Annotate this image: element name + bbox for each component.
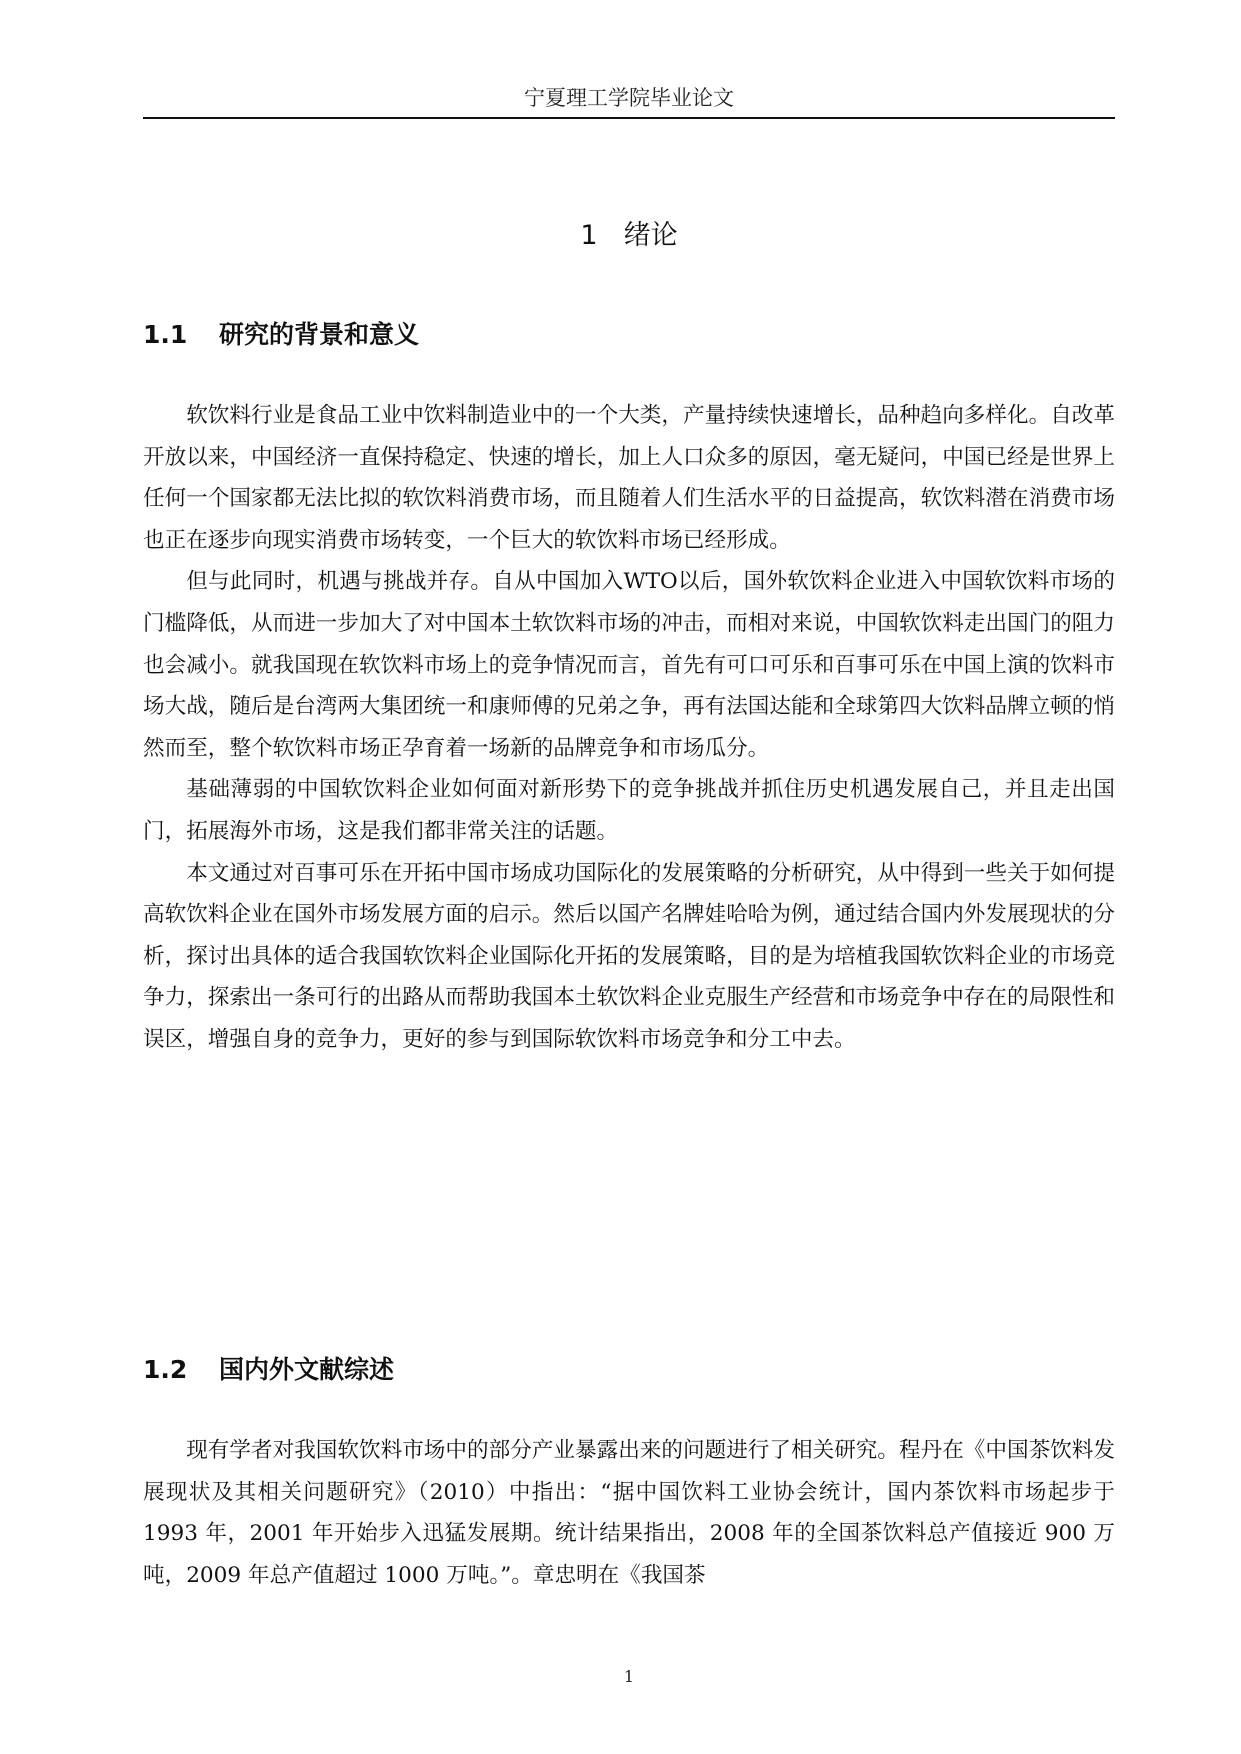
section-title: 国内外文献综述: [219, 1355, 395, 1384]
section-heading-1-1: [143, 315, 1115, 355]
header-rule: [143, 117, 1115, 119]
body-paragraph: 基础薄弱的中国软饮料企业如何面对新形势下的竞争挑战并抓住历史机遇发展自己，并且走出国门，拓展海外市场，这是我们都非常关注的话题。: [143, 777, 1115, 844]
body-paragraph: 但与此同时，机遇与挑战并存。自从中国加入WTO以后，国外软饮料企业进入中国软饮料市场的门槛降低，从而进一步加大了对中国本土软饮料市场的冲击，而相对来说，中国软饮料走出国门的阻力也会减小。就我国现在软饮料市场上的竞争情况而言，首先有可口可乐和百事可乐在中国上演的饮料市场大战，随后是台湾两大集团统一和康师傅的兄弟之争，再有法国达能和全球第四大饮料品牌立顿的悄然而至，整个软饮料市场正孕育着一场新的品牌竞争和市场瓜分。: [143, 569, 1115, 761]
section-heading-1-2: [143, 1350, 1115, 1390]
section-body-1-2: [143, 1430, 1115, 1596]
section-number: 1.1: [143, 320, 188, 349]
section-body-1-1: [143, 395, 1115, 1061]
section-title: 研究的背景和意义: [219, 320, 420, 349]
chapter-title-text: 绪论: [623, 220, 678, 251]
body-paragraph: 现有学者对我国软饮料市场中的部分产业暴露出来的问题进行了相关研究。程丹在《中国茶饮料发展现状及其相关问题研究》（2010）中指出：“据中国饮料工业协会统计，国内茶饮料市场起步于 1993 年，2001 年开始步入迅猛发展期。统计结果指出，2008 年的全国茶饮料总产值接近 900 万吨，2009 年总产值超过 1000 万吨。”。章忠明在《我国茶: [143, 1438, 1115, 1588]
body-paragraph: 软饮料行业是食品工业中饮料制造业中的一个大类，产量持续快速增长，品种趋向多样化。自改革开放以来，中国经济一直保持稳定、快速的增长，加上人口众多的原因，毫无疑问，中国已经是世界上任何一个国家都无法比拟的软饮料消费市场，而且随着人们生活水平的日益提高，软饮料潜在消费市场也正在逐步向现实消费市场转变，一个巨大的软饮料市场已经形成。: [143, 403, 1115, 553]
chapter-number: 1: [580, 220, 598, 251]
page-number: 1: [623, 1667, 635, 1686]
section-number: 1.2: [143, 1355, 188, 1384]
chapter-title: [143, 214, 1115, 258]
body-paragraph: 本文通过对百事可乐在开拓中国市场成功国际化的发展策略的分析研究，从中得到一些关于如何提高软饮料企业在国外市场发展方面的启示。然后以国产名牌娃哈哈为例，通过结合国内外发展现状的分析，探讨出具体的适合我国软饮料企业国际化开拓的发展策略，目的是为培植我国软饮料企业的市场竞争力，探索出一条可行的出路从而帮助我国本土软饮料企业克服生产经营和市场竞争中存在的局限性和误区，增强自身的竞争力，更好的参与到国际软饮料市场竞争和分工中去。: [143, 860, 1115, 1052]
running-header: 宁夏理工学院毕业论文: [524, 86, 734, 110]
